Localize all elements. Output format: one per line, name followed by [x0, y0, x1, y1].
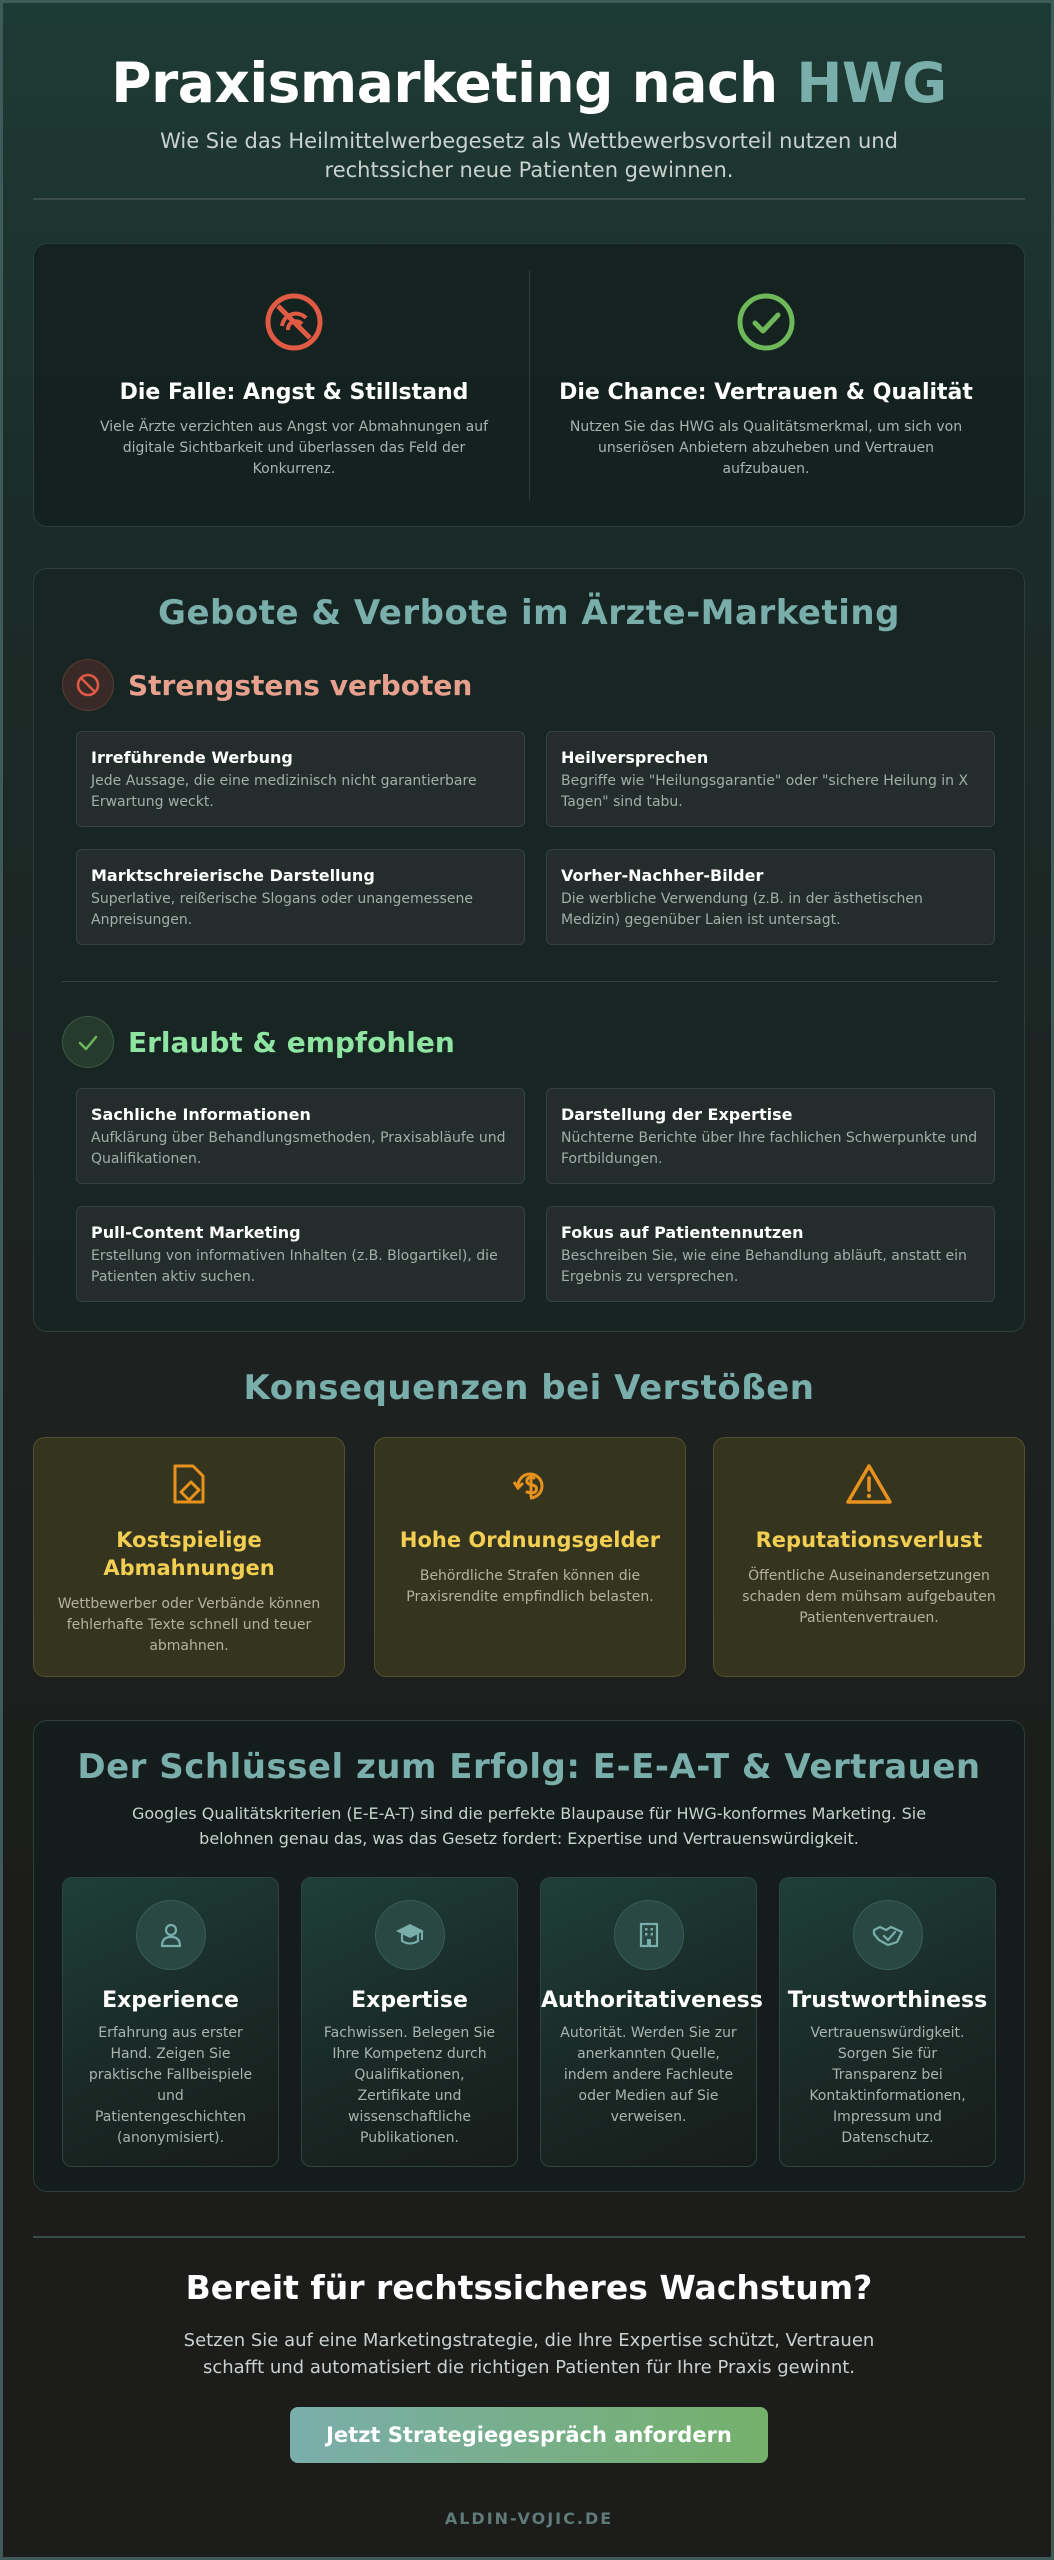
consequence-card: [374, 1437, 686, 1677]
item-text: Jede Aussage, die eine medizinisch nicht garantierbare Erwartung weckt.: [91, 773, 477, 810]
item-title: Vorher-Nachher-Bilder: [561, 866, 764, 885]
pillar-text: Autorität. Werden Sie zur anerkannten Quelle, indem andere Fachleute oder Medien auf Sie verweisen.: [560, 2025, 737, 2125]
forbidden-label: Strengstens verboten: [128, 668, 473, 702]
item-text: Aufklärung über Behandlungsmethoden, Praxisabläufe und Qualifikationen.: [91, 1130, 506, 1167]
pillar-text: Vertrauenswürdigkeit. Sorgen Sie für Transparenz bei Kontaktinformationen, Impressum und Datenschutz.: [809, 2025, 966, 2146]
pillar-title: Expertise: [351, 1988, 468, 2013]
cta-divider: [33, 2236, 1025, 2238]
item-title: Fokus auf Patientennutzen: [561, 1223, 804, 1242]
rules-card: [33, 568, 1025, 1332]
pillar-title: Authoritativeness: [541, 1988, 763, 2013]
allowed-check-icon: [62, 1016, 114, 1068]
consequence-title: Hohe Ordnungsgelder: [399, 1528, 661, 1552]
consequences-title: Konsequenzen bei Verstößen: [243, 1368, 815, 1408]
item-title: Darstellung der Expertise: [561, 1105, 793, 1124]
eeat-pillar: [301, 1877, 518, 2167]
request-strategy-call-button[interactable]: Jetzt Strategiegespräch anfordern: [290, 2407, 768, 2463]
eeat-pillar: [62, 1877, 279, 2167]
item-text: Die werbliche Verwendung (z.B. in der ästhetischen Medizin) gegenüber Laien ist untersagt.: [561, 891, 923, 928]
user-icon: [136, 1900, 206, 1970]
forbidden-item: [76, 731, 525, 827]
consequence-text: Öffentliche Auseinandersetzungen schaden dem mühsam aufgebauten Patientenvertrauen.: [742, 1568, 996, 1626]
allowed-item: [546, 1088, 995, 1184]
cta-section: [33, 2268, 1025, 2528]
no-signal-icon: [264, 292, 324, 352]
cta-title: Bereit für rechtssicheres Wachstum?: [185, 2268, 873, 2307]
pillar-title: Trustworthiness: [787, 1988, 988, 2013]
pillar-title: Experience: [102, 1988, 239, 2013]
item-title: Sachliche Informationen: [91, 1105, 311, 1124]
hero: [33, 51, 1025, 185]
pillar-text: Fachwissen. Belegen Sie Ihre Kompetenz durch Qualifikationen, Zertifikate und wissenschaftliche Publikationen.: [323, 2025, 496, 2146]
consequence-text: Wettbewerber oder Verbände können fehlerhafte Texte schnell und teuer abmahnen.: [57, 1596, 321, 1654]
hero-divider: [33, 198, 1025, 200]
consequence-text: Behördliche Strafen können die Praxisrendite empfindlich belasten.: [406, 1568, 654, 1605]
allowed-item: [546, 1206, 995, 1302]
consequence-card: [33, 1437, 345, 1677]
eeat-lead: Googles Qualitätskriterien (E-E-A-T) sind die perfekte Blaupause für HWG-konformes Marketing. Sie belohnen genau das, was das Gesetz fordert: Expertise und Vertrauenswürdigkeit.: [131, 1804, 927, 1848]
forbidden-icon: [62, 659, 114, 711]
trap-title: Die Falle: Angst & Stillstand: [119, 380, 469, 405]
allowed-item: [76, 1088, 525, 1184]
check-circle-icon: [736, 292, 796, 352]
building-icon: [614, 1900, 684, 1970]
chance-title: Die Chance: Vertrauen & Qualität: [559, 380, 973, 405]
item-title: Irreführende Werbung: [91, 748, 293, 767]
handshake-icon: [853, 1900, 923, 1970]
item-text: Erstellung von informativen Inhalten (z.B. Blogartikel), die Patienten aktiv suchen.: [91, 1248, 498, 1285]
rules-title: Gebote & Verbote im Ärzte-Marketing: [158, 593, 900, 633]
forbidden-heading: [62, 659, 472, 711]
forbidden-item: [76, 849, 525, 945]
graduation-cap-icon: [375, 1900, 445, 1970]
page-title: [33, 51, 1025, 115]
money-icon: [508, 1493, 552, 1512]
title-accent: HWG: [796, 51, 947, 115]
eeat-title: Der Schlüssel zum Erfolg: E-E-A-T & Vertrauen: [77, 1747, 981, 1787]
trap-text: Viele Ärzte verzichten aus Angst vor Abmahnungen auf digitale Sichtbarkeit und überlassen das Feld der Konkurrenz.: [99, 419, 489, 477]
rules-divider: [62, 981, 998, 982]
intro-split-card: [33, 243, 1025, 527]
split-divider: [529, 270, 530, 500]
title-main: Praxismarketing nach: [111, 51, 797, 115]
eeat-card: [33, 1720, 1025, 2192]
chance-text: Nutzen Sie das HWG als Qualitätsmerkmal, um sich von unseriösen Anbietern abzuheben und Vertrauen aufzubauen.: [569, 419, 963, 477]
page-subtitle: Wie Sie das Heilmittelwerbegesetz als Wettbewerbsvorteil nutzen und rechtssicher neue Patienten gewinnen.: [160, 129, 898, 182]
item-text: Begriffe wie "Heilungsgarantie" oder "sichere Heilung in X Tagen" sind tabu.: [561, 773, 969, 810]
trap-column: [84, 292, 504, 480]
forbidden-item: [546, 731, 995, 827]
allowed-heading: [62, 1016, 455, 1068]
item-title: Heilversprechen: [561, 748, 709, 767]
item-title: Pull-Content Marketing: [91, 1223, 301, 1242]
eeat-pillar: [779, 1877, 996, 2167]
eeat-pillar: [540, 1877, 763, 2167]
consequence-card: [713, 1437, 1025, 1677]
allowed-item: [76, 1206, 525, 1302]
pillar-text: Erfahrung aus erster Hand. Zeigen Sie praktische Fallbeispiele und Patientengeschichten (anonymisiert).: [88, 2025, 253, 2146]
gavel-icon: [167, 1493, 211, 1512]
consequence-title: Kostspielige Abmahnungen: [103, 1528, 275, 1580]
consequence-title: Reputationsverlust: [755, 1528, 983, 1552]
item-text: Nüchterne Berichte über Ihre fachlichen Schwerpunkte und Fortbildungen.: [561, 1130, 978, 1167]
item-text: Superlative, reißerische Slogans oder unangemessene Anpreisungen.: [91, 891, 473, 928]
item-title: Marktschreierische Darstellung: [91, 866, 375, 885]
chance-column: [556, 292, 976, 480]
forbidden-item: [546, 849, 995, 945]
allowed-label: Erlaubt & empfohlen: [128, 1025, 455, 1059]
warning-icon: [844, 1493, 894, 1512]
item-text: Beschreiben Sie, wie eine Behandlung abläuft, anstatt ein Ergebnis zu versprechen.: [561, 1248, 967, 1285]
cta-text: Setzen Sie auf eine Marketingstrategie, die Ihre Expertise schützt, Vertrauen schafft und automatisiert die richtigen Patienten für Ihre Praxis gewinnt.: [183, 2330, 875, 2378]
footer-brand: ALDIN-VOJIC.DE: [444, 2509, 614, 2528]
